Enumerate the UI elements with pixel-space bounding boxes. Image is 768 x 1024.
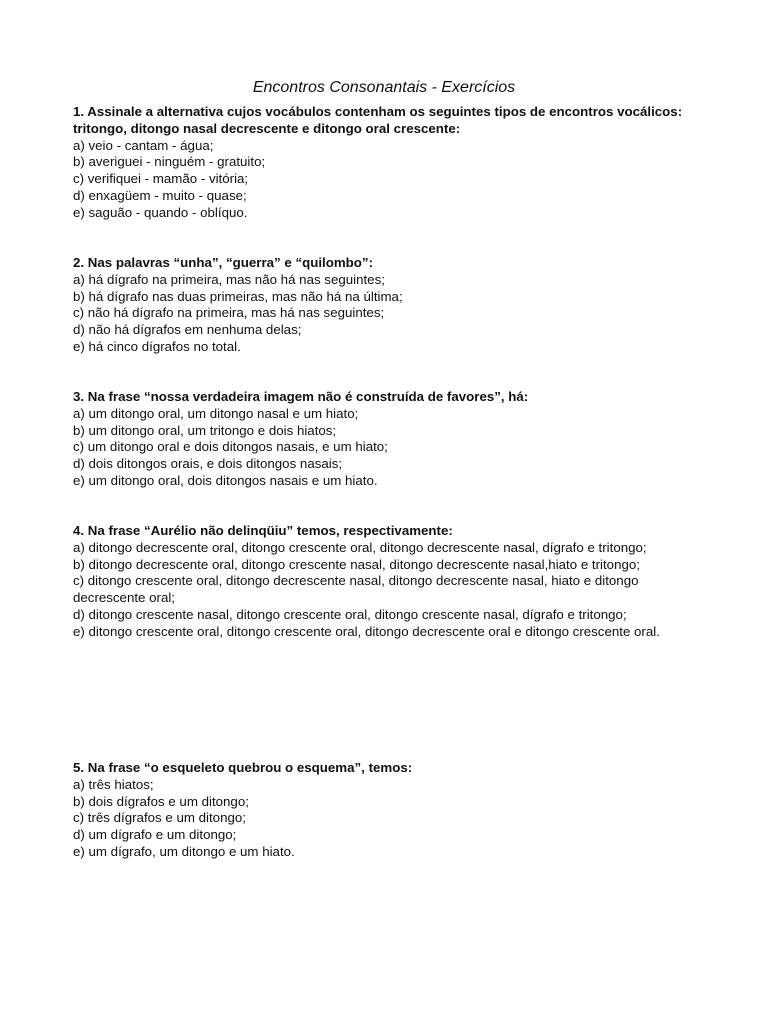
option-b: b) dois dígrafos e um ditongo; [73,793,249,809]
question-stem: 4. Na frase “Aurélio não delinqüiu” temos, respectivamente: [73,523,453,538]
option-c-continued: decrescente oral; [73,590,175,606]
question-3 [73,389,713,490]
option-b: b) ditongo decrescente oral, ditongo crescente nasal, ditongo decrescente nasal,hiato e tritongo; [73,556,640,572]
option-e: e) ditongo crescente oral, ditongo crescente oral, ditongo decrescente oral e ditongo crescente oral. [73,623,660,639]
option-d: d) ditongo crescente nasal, ditongo crescente oral, ditongo crescente nasal, dígrafo e tritongo; [73,606,627,622]
question-stem: 3. Na frase “nossa verdadeira imagem não é construída de favores”, há: [73,389,529,404]
option-list [73,540,713,641]
option-b: b) há dígrafo nas duas primeiras, mas não há na última; [73,288,403,304]
option-c: c) um ditongo oral e dois ditongos nasais, e um hiato; [73,439,388,455]
option-c: c) ditongo crescente oral, ditongo decrescente nasal, ditongo decrescente nasal, hiato e ditongo [73,573,639,589]
option-list [73,406,713,490]
option-e: e) um dígrafo, um ditongo e um hiato. [73,843,295,859]
option-a: a) um ditongo oral, um ditongo nasal e um hiato; [73,405,359,421]
option-list [73,777,713,861]
question-stem: 1. Assinale a alternativa cujos vocábulos contenham os seguintes tipos de encontros vocálicos: tritongo, ditongo nasal decrescente e ditongo oral crescente: [73,104,683,136]
question-4 [73,523,713,641]
option-d: d) enxagüem - muito - quase; [73,187,247,203]
option-a: a) ditongo decrescente oral, ditongo crescente oral, ditongo decrescente nasal, dígrafo e tritongo; [73,539,647,555]
option-b: b) averiguei - ninguém - gratuito; [73,154,266,170]
option-d: d) não há dígrafos em nenhuma delas; [73,322,302,338]
option-c: c) não há dígrafo na primeira, mas há nas seguintes; [73,305,385,321]
option-e: e) há cinco dígrafos no total. [73,338,241,354]
document-title: Encontros Consonantais - Exercícios [252,79,516,96]
question-stem: 5. Na frase “o esqueleto quebrou o esquema”, temos: [73,760,413,775]
option-e: e) um ditongo oral, dois ditongos nasais e um hiato. [73,472,378,488]
option-a: a) veio - cantam - água; [73,137,214,153]
option-d: d) dois ditongos orais, e dois ditongos nasais; [73,456,343,472]
option-c: c) três dígrafos e um ditongo; [73,810,246,826]
option-c: c) verifiquei - mamão - vitória; [73,171,249,187]
option-d: d) um dígrafo e um ditongo; [73,827,237,843]
option-list [73,272,713,356]
question-2 [73,255,713,356]
option-a: a) há dígrafo na primeira, mas não há nas seguintes; [73,271,385,287]
option-a: a) três hiatos; [73,776,154,792]
question-1 [73,104,713,222]
option-list [73,138,713,222]
option-b: b) um ditongo oral, um tritongo e dois hiatos; [73,422,337,438]
question-stem: 2. Nas palavras “unha”, “guerra” e “quilombo”: [73,255,373,270]
option-e: e) saguão - quando - oblíquo. [73,204,248,220]
question-5 [73,760,713,861]
